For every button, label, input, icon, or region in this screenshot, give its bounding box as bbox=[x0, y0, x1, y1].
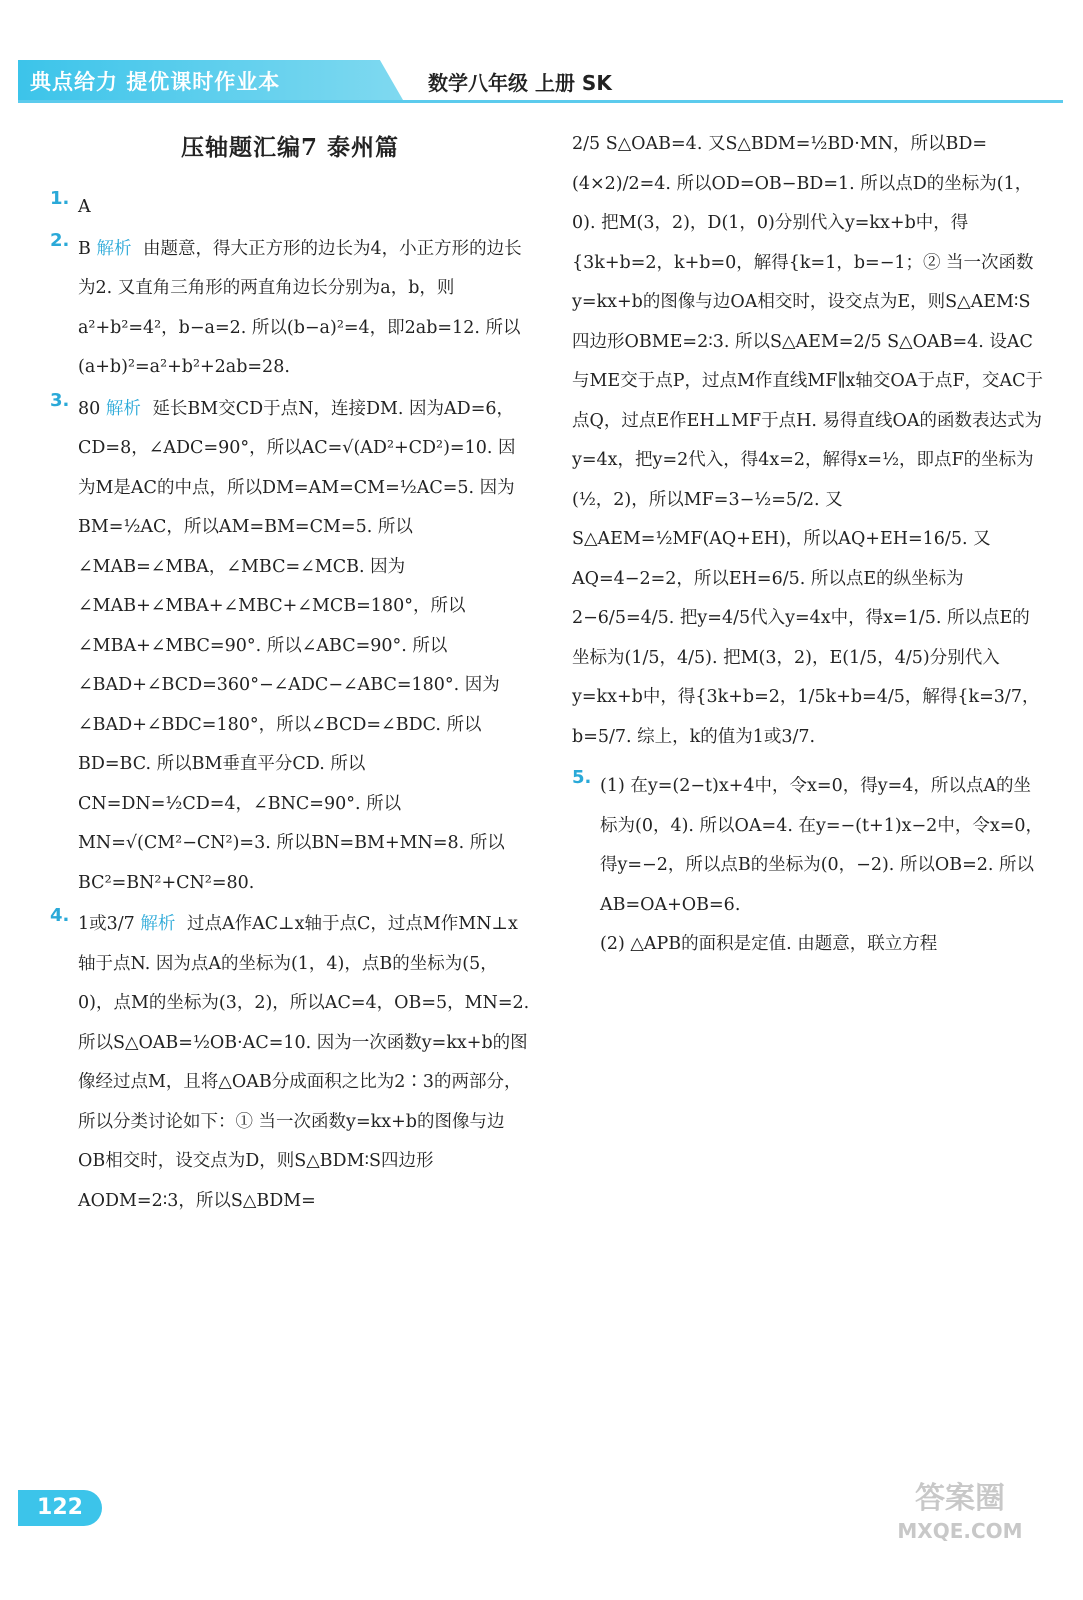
watermark-logo: 答案圈 bbox=[915, 1481, 1005, 1516]
analysis-tag: 解析 bbox=[140, 914, 176, 934]
answer-text: 由题意，得大正方形的边长为4，小正方形的边长为2. 又直角三角形的两直角边长分别为a，b，则a²+b²=4²，b−a=2. 所以(b−a)²=4，即2ab=12. 所以(a+b)²=a²+b²+2ab=28. bbox=[78, 238, 522, 377]
answer-text: 延长BM交CD于点N，连接DM. 因为AD=6，CD=8，∠ADC=90°，所以AC=√(AD²+CD²)=10. 因为M是AC的中点，所以DM=AM=CM=½AC=5. 因为BM=½AC，所以AM=BM=CM=5. 所以∠MAB=∠MBA，∠MBC=∠MCB. 因为∠MAB+∠MBA+∠MBC+∠MCB=180°，所以∠MBA+∠MBC=90°. 所以∠ABC=90°. 所以∠BAD+∠BCD=360°−∠ADC−∠ABC=180°. 因为∠BAD+∠BDC=180°，所以∠BCD=∠BDC. 所以BD=BC. 所以BM垂直平分CD. 所以CN=DN=½CD=4，∠BNC=90°. 所以MN=√(CM²−CN²)=3. 所以BN=BM+MN=8. 所以BC²=BN²+CN²=80. bbox=[78, 398, 516, 893]
answer-lead: 1或3/7 bbox=[78, 914, 135, 934]
brand-title: 典点给力 提优课时作业本 bbox=[30, 70, 281, 94]
item-number: 4. bbox=[50, 905, 70, 926]
analysis-tag: 解析 bbox=[96, 238, 132, 259]
watermark bbox=[860, 1480, 1060, 1544]
item-number: 2. bbox=[50, 229, 70, 251]
answer-item-4 bbox=[50, 905, 530, 1221]
answer-lead: B bbox=[78, 238, 91, 259]
answer-item-3 bbox=[50, 390, 530, 904]
answer-part-1: (1) 在y=(2−t)x+4中，令x=0，得y=4，所以点A的坐标为(0，4). 所以OA=4. 在y=−(t+1)x−2中，令x=0，得y=−2，所以点B的坐标为(0，−2). 所以OB=2. 所以AB=OA+OB=6. bbox=[600, 776, 1043, 915]
answer-part-2: (2) △APB的面积是定值. 由题意，联立方程 bbox=[600, 934, 938, 954]
answer-item-2 bbox=[50, 230, 530, 388]
analysis-tag: 解析 bbox=[105, 398, 141, 419]
item-number: 3. bbox=[50, 389, 70, 411]
page-header bbox=[18, 60, 1063, 102]
page-number: 122 bbox=[18, 1490, 102, 1526]
item-number: 1. bbox=[50, 188, 70, 209]
left-column bbox=[50, 125, 530, 1223]
answer-text: 过点A作AC⊥x轴于点C，过点M作MN⊥x轴于点N. 因为点A的坐标为(1，4)，点B的坐标为(5，0)，点M的坐标为(3，2)，所以AC=4，OB=5，MN=2. 所以S△OAB=½OB·AC=10. 因为一次函数y=kx+b的图像经过点M，且将△OAB分成面积之比为2∶3的两部分，所以分类讨论如下：① 当一次函数y=kx+b的图像与边OB相交时，设交点为D，则S△BDM∶S四边形AODM=2∶3，所以S△BDM= bbox=[78, 914, 530, 1211]
continuation-text: 2/5 S△OAB=4. 又S△BDM=½BD·MN，所以BD=(4×2)/2=4. 所以OD=OB−BD=1. 所以点D的坐标为(1，0). 把M(3，2)，D(1，0)分别代入y=kx+b中，得{3k+b=2，k+b=0，解得{k=1，b=−1；② 当一次函数y=kx+b的图像与边OA相交时，设交点为E，则S△AEM∶S四边形OBME=2∶3. 所以S△AEM=2/5 S△OAB=4. 设AC与ME交于点P，过点M作直线MF∥x轴交OA于点F，交AC于点Q，过点E作EH⊥MF于点H. 易得直线OA的函数表达式为y=4x，把y=2代入，得4x=2，解得x=½，即点F的坐标为(½，2)，所以MF=3−½=5/2. 又S△AEM=½MF(AQ+EH)，所以AQ+EH=16/5. 又AQ=4−2=2，所以EH=6/5. 所以点E的纵坐标为2−6/5=4/5. 把y=4/5代入y=4x中，得x=1/5. 所以点E的坐标为(1/5，4/5). 把M(3，2)，E(1/5，4/5)分别代入y=kx+b中，得{3k+b=2，1/5k+b=4/5，解得{k=3/7，b=5/7. 综上，k的值为1或3/7. bbox=[572, 134, 1044, 747]
answer-item-1 bbox=[50, 188, 530, 228]
item-number: 5. bbox=[572, 767, 592, 788]
answer-lead: 80 bbox=[78, 398, 101, 419]
section-title: 压轴题汇编7 泰州篇 bbox=[180, 134, 399, 161]
watermark-url: MXQE.COM bbox=[897, 1519, 1023, 1543]
answer-text: A bbox=[78, 197, 91, 217]
right-column bbox=[572, 125, 1047, 967]
subject-label: 数学八年级 上册 SK bbox=[428, 71, 612, 95]
header-rule bbox=[18, 100, 1063, 103]
answer-item-5 bbox=[572, 767, 1047, 965]
